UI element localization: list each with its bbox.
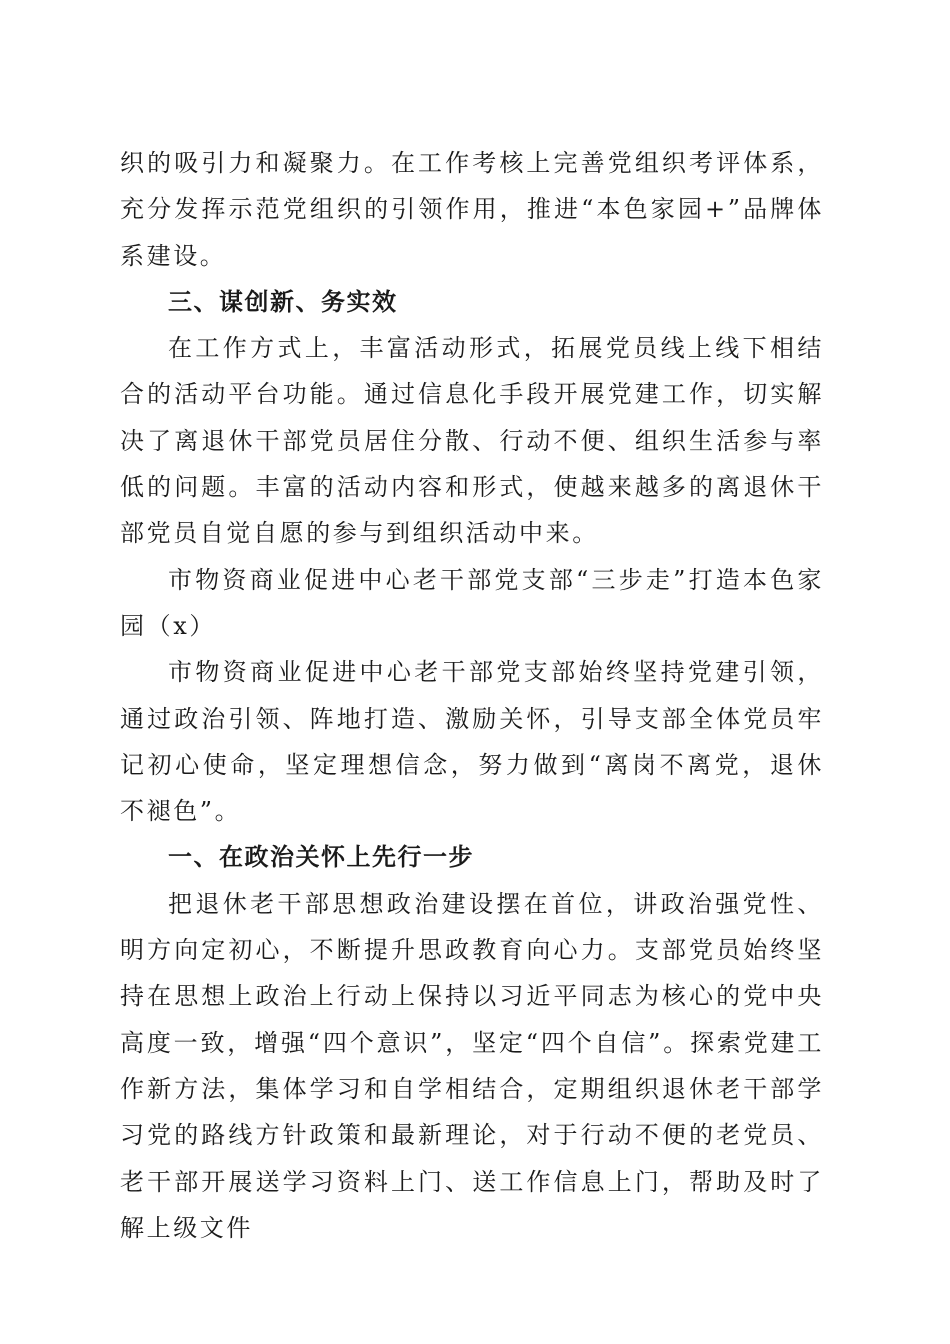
section-heading-one: 一、在政治关怀上先行一步: [168, 843, 474, 872]
paragraph: 把退休老干部思想政治建设摆在首位，讲政治强党性、明方向定初心，不断提升思政教育向心力。支部党员始终坚持在思想上政治上行动上保持以习近平同志为核心的党中央高度一致，增强“四个意识”，坚定“四个自信”。探索党建工作新方法，集体学习和自学相结合，定期组织退休老干部学习党的路线方针政策和最新理论，对于行动不便的老党员、老干部开展送学习资料上门、送工作信息上门，帮助及时了解上级文件: [120, 889, 824, 1242]
article-title-line: 市物资商业促进中心老干部党支部“三步走”打造本色家园（x）: [120, 565, 824, 640]
paragraph: 市物资商业促进中心老干部党支部始终坚持党建引领，通过政治引领、阵地打造、激励关怀，引导支部全体党员牢记初心使命，坚定理想信念，努力做到“离岗不离党，退休不褪色”。: [120, 658, 824, 826]
document-body: [120, 140, 824, 1251]
section-heading-three: 三、谋创新、务实效: [168, 287, 398, 316]
paragraph: 在工作方式上，丰富活动形式，拓展党员线上线下相结合的活动平台功能。通过信息化手段开展党建工作，切实解决了离退休干部党员居住分散、行动不便、组织生活参与率低的问题。丰富的活动内容和形式，使越来越多的离退休干部党员自觉自愿的参与到组织活动中来。: [120, 334, 824, 548]
paragraph-continued: 织的吸引力和凝聚力。在工作考核上完善党组织考评体系，充分发挥示范党组织的引领作用，推进“本色家园+”品牌体系建设。: [120, 149, 824, 270]
